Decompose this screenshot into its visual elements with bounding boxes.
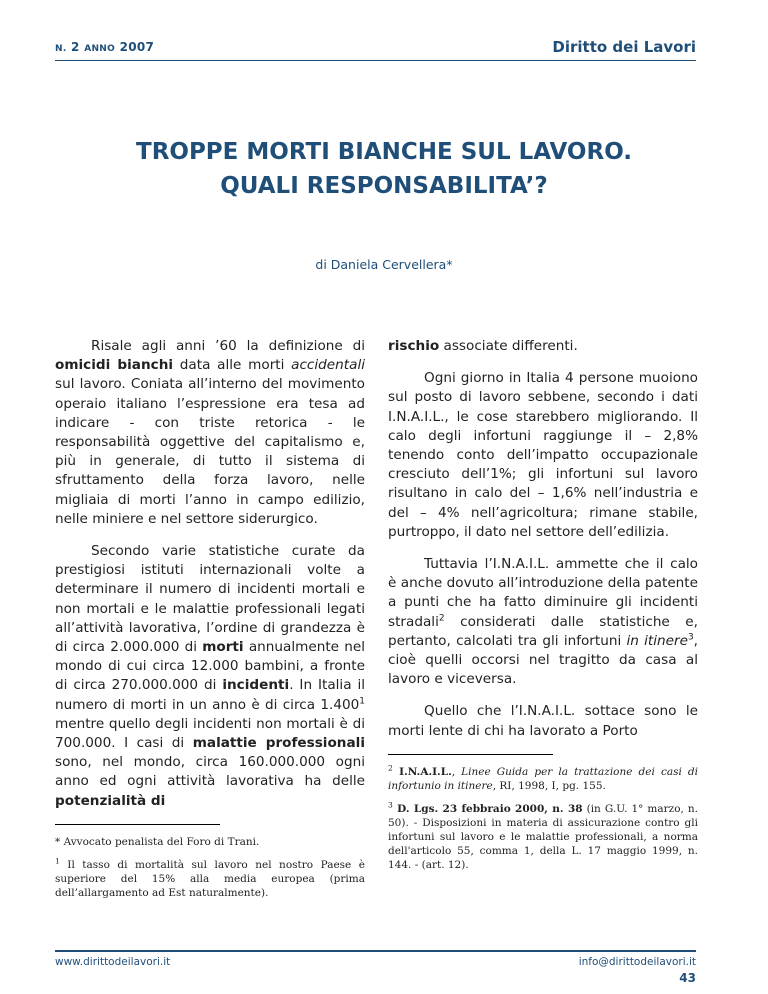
footnote-ref: 1 — [359, 696, 365, 707]
article-title-line-1: TROPPE MORTI BIANCHE SUL LAVORO. — [136, 139, 632, 165]
journal-name: Diritto dei Lavori — [552, 38, 696, 56]
article-title-line-2: QUALI RESPONSABILITA’? — [220, 173, 548, 199]
paragraph: Quello che l’I.N.A.I.L. sottace sono le morti lente di chi ha lavorato a Porto — [388, 703, 698, 739]
footnote-ref: 3 — [687, 632, 694, 643]
article-title — [0, 135, 768, 203]
footnote-divider — [388, 754, 553, 755]
article-author: di Daniela Cervellera* — [315, 257, 453, 272]
footnote-divider — [55, 824, 220, 825]
right-column — [388, 337, 698, 881]
footnote-1: $^1$ Il tasso di mortalità sul lavoro nel nostro Paese è superiore del 15% alla media europea (prima dell’allargamento ad Est naturalmente). — [55, 856, 365, 899]
paragraph: Ogni giorno in Italia 4 persone muoiono sul posto di lavoro sebbene, secondo i dati I.N.A.I.L., le cose starebbero migliorando. Il calo degli infortuni raggiunge il – 2,8% tenendo conto dell’impatto occupazionale cresciuto dell’1%; gli infortuni sul lavoro risultano in calo del – 1,6% nell’industria e del – 4% nell’agricoltura; rimane stabile, purtroppo, il dato nel settore dell’edilizia. — [388, 370, 698, 540]
issue-label: N. 2 ANNO 2007 — [55, 40, 155, 54]
footer-divider — [55, 950, 696, 952]
paragraph: Risale agli anni ’60 la definizione di omicidi bianchi data alle morti accidentali sul lavoro. Coniata all’interno del movimento operaio italiano l’espressione era tesa ad indicare - con triste retorica - le responsabilità oggettive del capitalismo e, più in generale, di tutto il sistema di sfruttamento della forza lavoro, nelle migliaia di morti l’anno in campo edilizio, nelle miniere e nel settore siderurgico. — [55, 338, 366, 527]
footnote-3: $^3$ D. Lgs. 23 febbraio 2000, n. 38 (in G.U. 1° marzo, n. 50). - Disposizioni in materia di assicurazione contro gli infortuni sul lavoro e le malattie professionali, a norma dell'articolo 55, comma 1, della L. 17 maggio 1999, n. 144. - (art. 12). — [388, 800, 699, 871]
footnote-author: * Avvocato penalista del Foro di Trani. — [55, 835, 260, 848]
paragraph: Secondo varie statistiche curate da prestigiosi istituti internazionali volte a determinare il numero di incidenti mortali e non mortali e le malattie professionali legati all’attività lavorativa, l’ordine di grandezza è di circa 2.000.000 di morti annualmente nel mondo di cui circa 12.000 bambini, a fronte di circa 270.000.000 di incidenti. In Italia il numero di morti in un anno è di circa 1.400$^1$ mentre quello degli incidenti non mortali è di 700.000. I casi di malattie professionali sono, nel mondo, circa 160.000.000 ogni anno ed ogni attività lavorativa ha delle potenzialità di — [55, 543, 366, 809]
header-divider — [55, 60, 696, 61]
footnote-ref: 2 — [438, 613, 445, 624]
footnote-2: $^2$ I.N.A.I.L., Linee Guida per la trattazione dei casi di infortunio in itinere, RI, 1998, I, pg. 155. — [388, 763, 698, 792]
footer-website-link[interactable]: www.dirittodeilavori.it — [55, 956, 171, 968]
paragraph: Tuttavia l’I.N.A.I.L. ammette che il calo è anche dovuto all’introduzione della patente a punti che ha fatto diminuire gli incidenti stradali$^2$ considerati dalle statistiche e, pertanto, calcolati tra gli infortuni in itinere$^3$, cioè quelli occorsi nel tragitto da casa al lavoro e viceversa. — [388, 556, 698, 688]
page-number: 43 — [679, 971, 696, 985]
left-column — [55, 337, 365, 909]
paragraph: rischio associate differenti. — [388, 338, 578, 354]
footer-email-link[interactable]: info@dirittodeilavori.it — [578, 956, 696, 968]
